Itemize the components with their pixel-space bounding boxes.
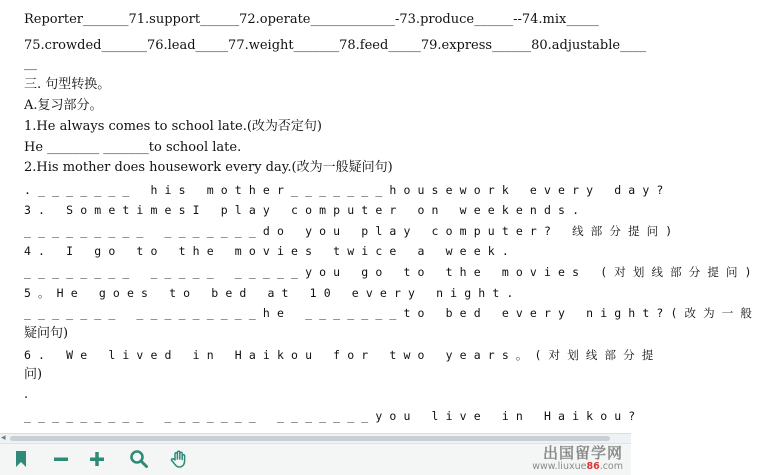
scroll-left-icon[interactable]: ◂ [1,433,6,443]
question-1: 1.He always comes to school late.(改为否定句) [24,119,322,134]
answer-5: _______ _________he _______to bed every night?(改为一般 [24,306,759,320]
watermark-logo [532,446,623,472]
section-heading: 三. 句型转换。 [24,77,111,92]
answer-6-dot: . [24,387,29,402]
scrollbar-thumb[interactable] [10,436,610,441]
question-6-cont: 问) [24,367,43,382]
line-vocab-1: Reporter_______71.support______72.operate_____________-73.produce______--74.mix_____ [24,12,599,27]
viewer-toolbar [0,443,631,475]
subsection-heading: A.复习部分。 [24,98,103,113]
answer-3: _________ _______do you play computer? 线部分提问) [24,224,680,238]
search-icon[interactable] [128,448,150,470]
line-vocab-2: 75.crowded_______76.lead_____77.weight_______78.feed_____79.express______80.adjustable____ [24,38,647,53]
question-3: 3. SometimesI play computer on weekends. [24,203,587,217]
answer-6: _________ _______ _______you live in Haikou? [24,409,643,423]
bookmark-icon[interactable] [10,448,32,470]
answer-1: He ________ _______to school late. [24,140,242,155]
hand-icon[interactable] [168,448,190,470]
plus-icon[interactable] [86,448,108,470]
question-6: 6. We lived in Haikou for two years。(对划线部分提 [24,348,661,362]
question-4: 4. I go to the movies twice a week. [24,244,516,258]
minus-icon[interactable] [50,448,72,470]
watermark-title: 出国留学网 [542,444,623,462]
answer-5-cont: 疑问句) [24,326,69,341]
answer-2: ._______ his mother_______housework every day? [24,183,671,197]
answer-4: ________ _____ _____you go to the movies (对划线部分提问) [24,265,759,279]
watermark-url: www.liuxue86.com [532,461,623,472]
question-2: 2.His mother does housework every day.(改为一般疑问句) [24,160,393,175]
line-vocab-3: __ [24,56,37,71]
question-5: 5。He goes to bed at 10 every night. [24,286,521,300]
